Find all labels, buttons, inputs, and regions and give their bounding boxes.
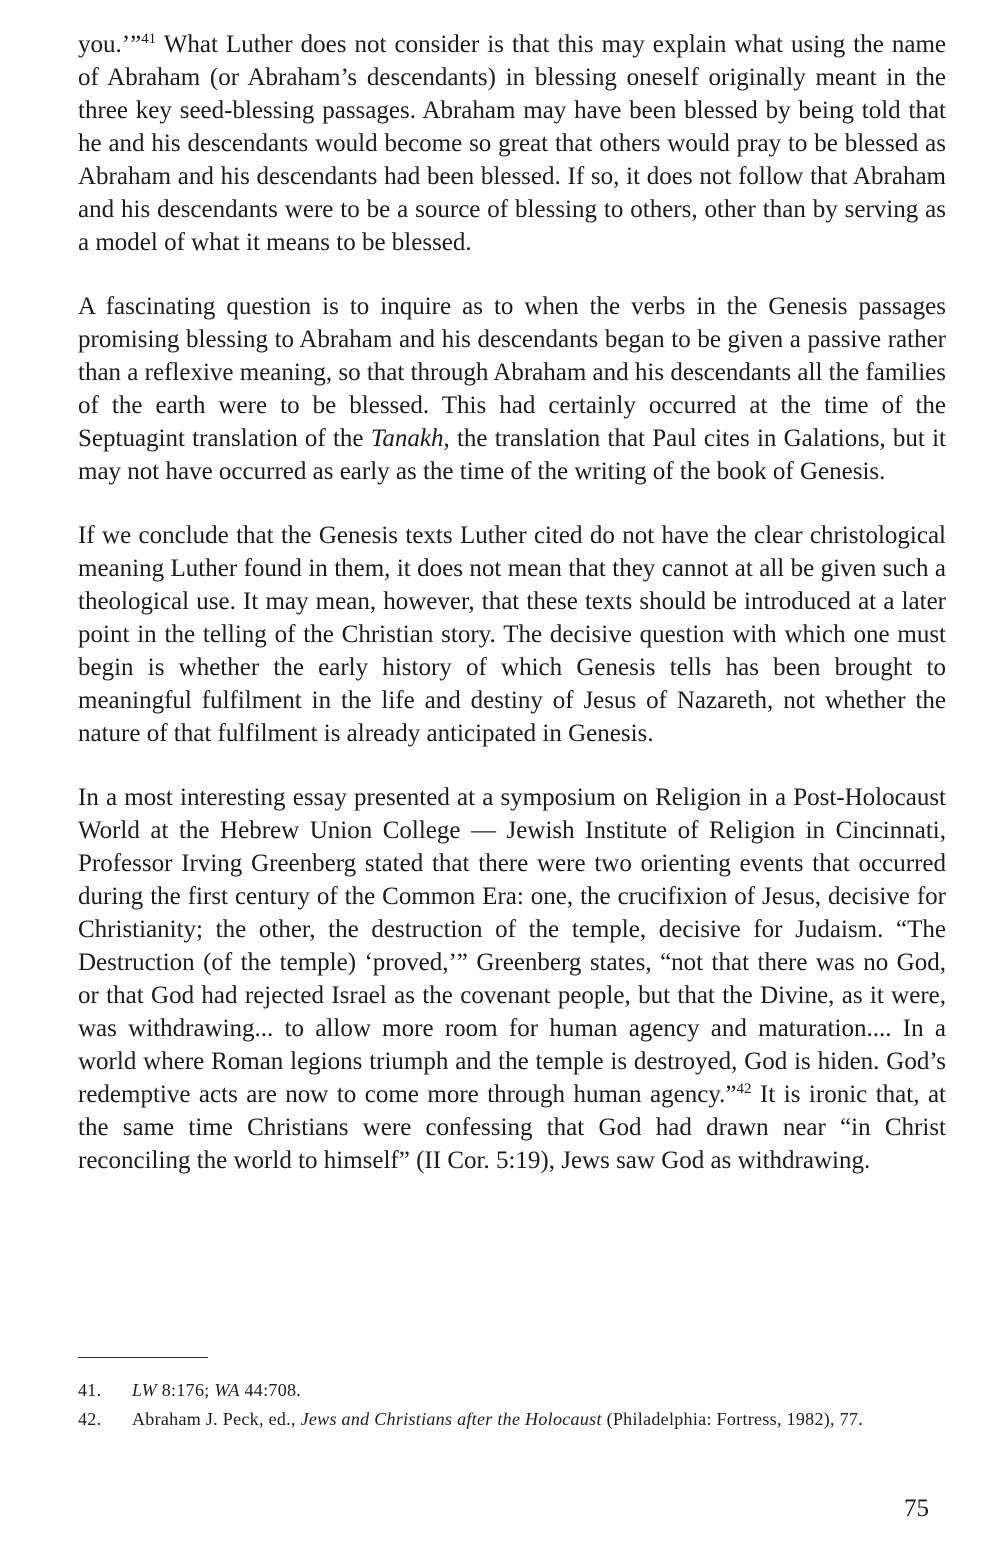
paragraph-3: If we conclude that the Genesis texts Luther cited do not have the clear christological meaning Luther found in them, it does not mean that they cannot at all be given such a theological use. It may mean, however, that these texts should be introduced at a later point in the telling of the Christian story. The decisive question with which one must begin is whether the early history of which Genesis tells has been brought to meaningful fulfilment in the life and destiny of Jesus of Nazareth, not whether the nature of that fulfilment is already anticipated in Genesis. bbox=[78, 522, 946, 747]
page-body bbox=[78, 28, 946, 1177]
paragraph-2-text-b: , the translation that Paul cites in Galations, but it may not have occurred as early as the time of the writing of the book of Genesis. bbox=[78, 425, 946, 485]
paragraph-1-lead: you.’” bbox=[78, 31, 142, 58]
footnote-41 bbox=[78, 1376, 946, 1405]
footnote-42-book-title: Jews and Christians after the Holocaust bbox=[300, 1409, 602, 1429]
paragraph-2-text-a: A fascinating question is to inquire as to when the verbs in the Genesis passages promising blessing to Abraham and his descendants began to be given a passive rather than a reflexive meaning, so that through Abraham and his descendants all the families of the earth were to be blessed. This had certainly occurred at the time of the Septuagint translation of the bbox=[78, 293, 946, 452]
paragraph-2 bbox=[78, 290, 946, 488]
paragraph-1 bbox=[78, 28, 946, 259]
footnote-42-text-a: Abraham J. Peck, ed., bbox=[132, 1409, 301, 1429]
footnote-41-lw: LW bbox=[132, 1380, 157, 1400]
footnote-divider bbox=[78, 1357, 208, 1358]
paragraph-4-text-b: It is ironic that, at the same time Christians were confessing that God had drawn near “in Christ reconciling the world to himself” (II Cor. 5:19), Jews saw God as withdrawing. bbox=[78, 1081, 946, 1174]
footnote-41-wa: WA bbox=[214, 1380, 240, 1400]
footnote-ref-41: 41 bbox=[141, 31, 157, 47]
footnote-41-text-a: 8:176; bbox=[156, 1380, 215, 1400]
tanakh-italic: Tanakh bbox=[370, 425, 444, 452]
paragraph-4 bbox=[78, 781, 946, 1177]
paragraph-1-text: What Luther does not consider is that this may explain what using the name of Abraham (or Abraham’s descendants) in blessing oneself originally meant in the three key seed-blessing passages. Abraham may have been blessed by being told that he and his descendants would become so great that others would pray to be blessed as Abraham and his descendants had been blessed. If so, it does not follow that Abraham and his descendants were to be a source of blessing to others, other than by serving as a model of what it means to be blessed. bbox=[78, 31, 946, 256]
footnote-42 bbox=[78, 1405, 946, 1434]
footnotes bbox=[78, 1376, 946, 1434]
paragraph-4-text-a: In a most interesting essay presented at a symposium on Religion in a Post-Holocaust World at the Hebrew Union College — Jewish Institute of Religion in Cincinnati, Professor Irving Greenberg stated that there were two orienting events that occurred during the first century of the Common Era: one, the crucifixion of Jesus, decisive for Christianity; the other, the destruction of the temple, decisive for Judaism. “The Destruction (of the temple) ‘proved,’” Greenberg states, “not that there was no God, or that God had rejected Israel as the covenant people, but that the Divine, as it were, was withdrawing... to allow more room for human agency and maturation.... In a world where Roman legions triumph and the temple is destroyed, God is hiden. God’s redemptive acts are now to come more through human agency.” bbox=[78, 784, 946, 1108]
footnote-42-text-b: (Philadelphia: Fortress, 1982), 77. bbox=[601, 1409, 864, 1429]
footnote-41-text-b: 44:708. bbox=[239, 1380, 302, 1400]
footnote-ref-42: 42 bbox=[736, 1081, 752, 1097]
page-number: 75 bbox=[904, 1495, 929, 1522]
footnote-41-number: 41. bbox=[78, 1380, 102, 1400]
footnote-42-number: 42. bbox=[78, 1409, 102, 1429]
